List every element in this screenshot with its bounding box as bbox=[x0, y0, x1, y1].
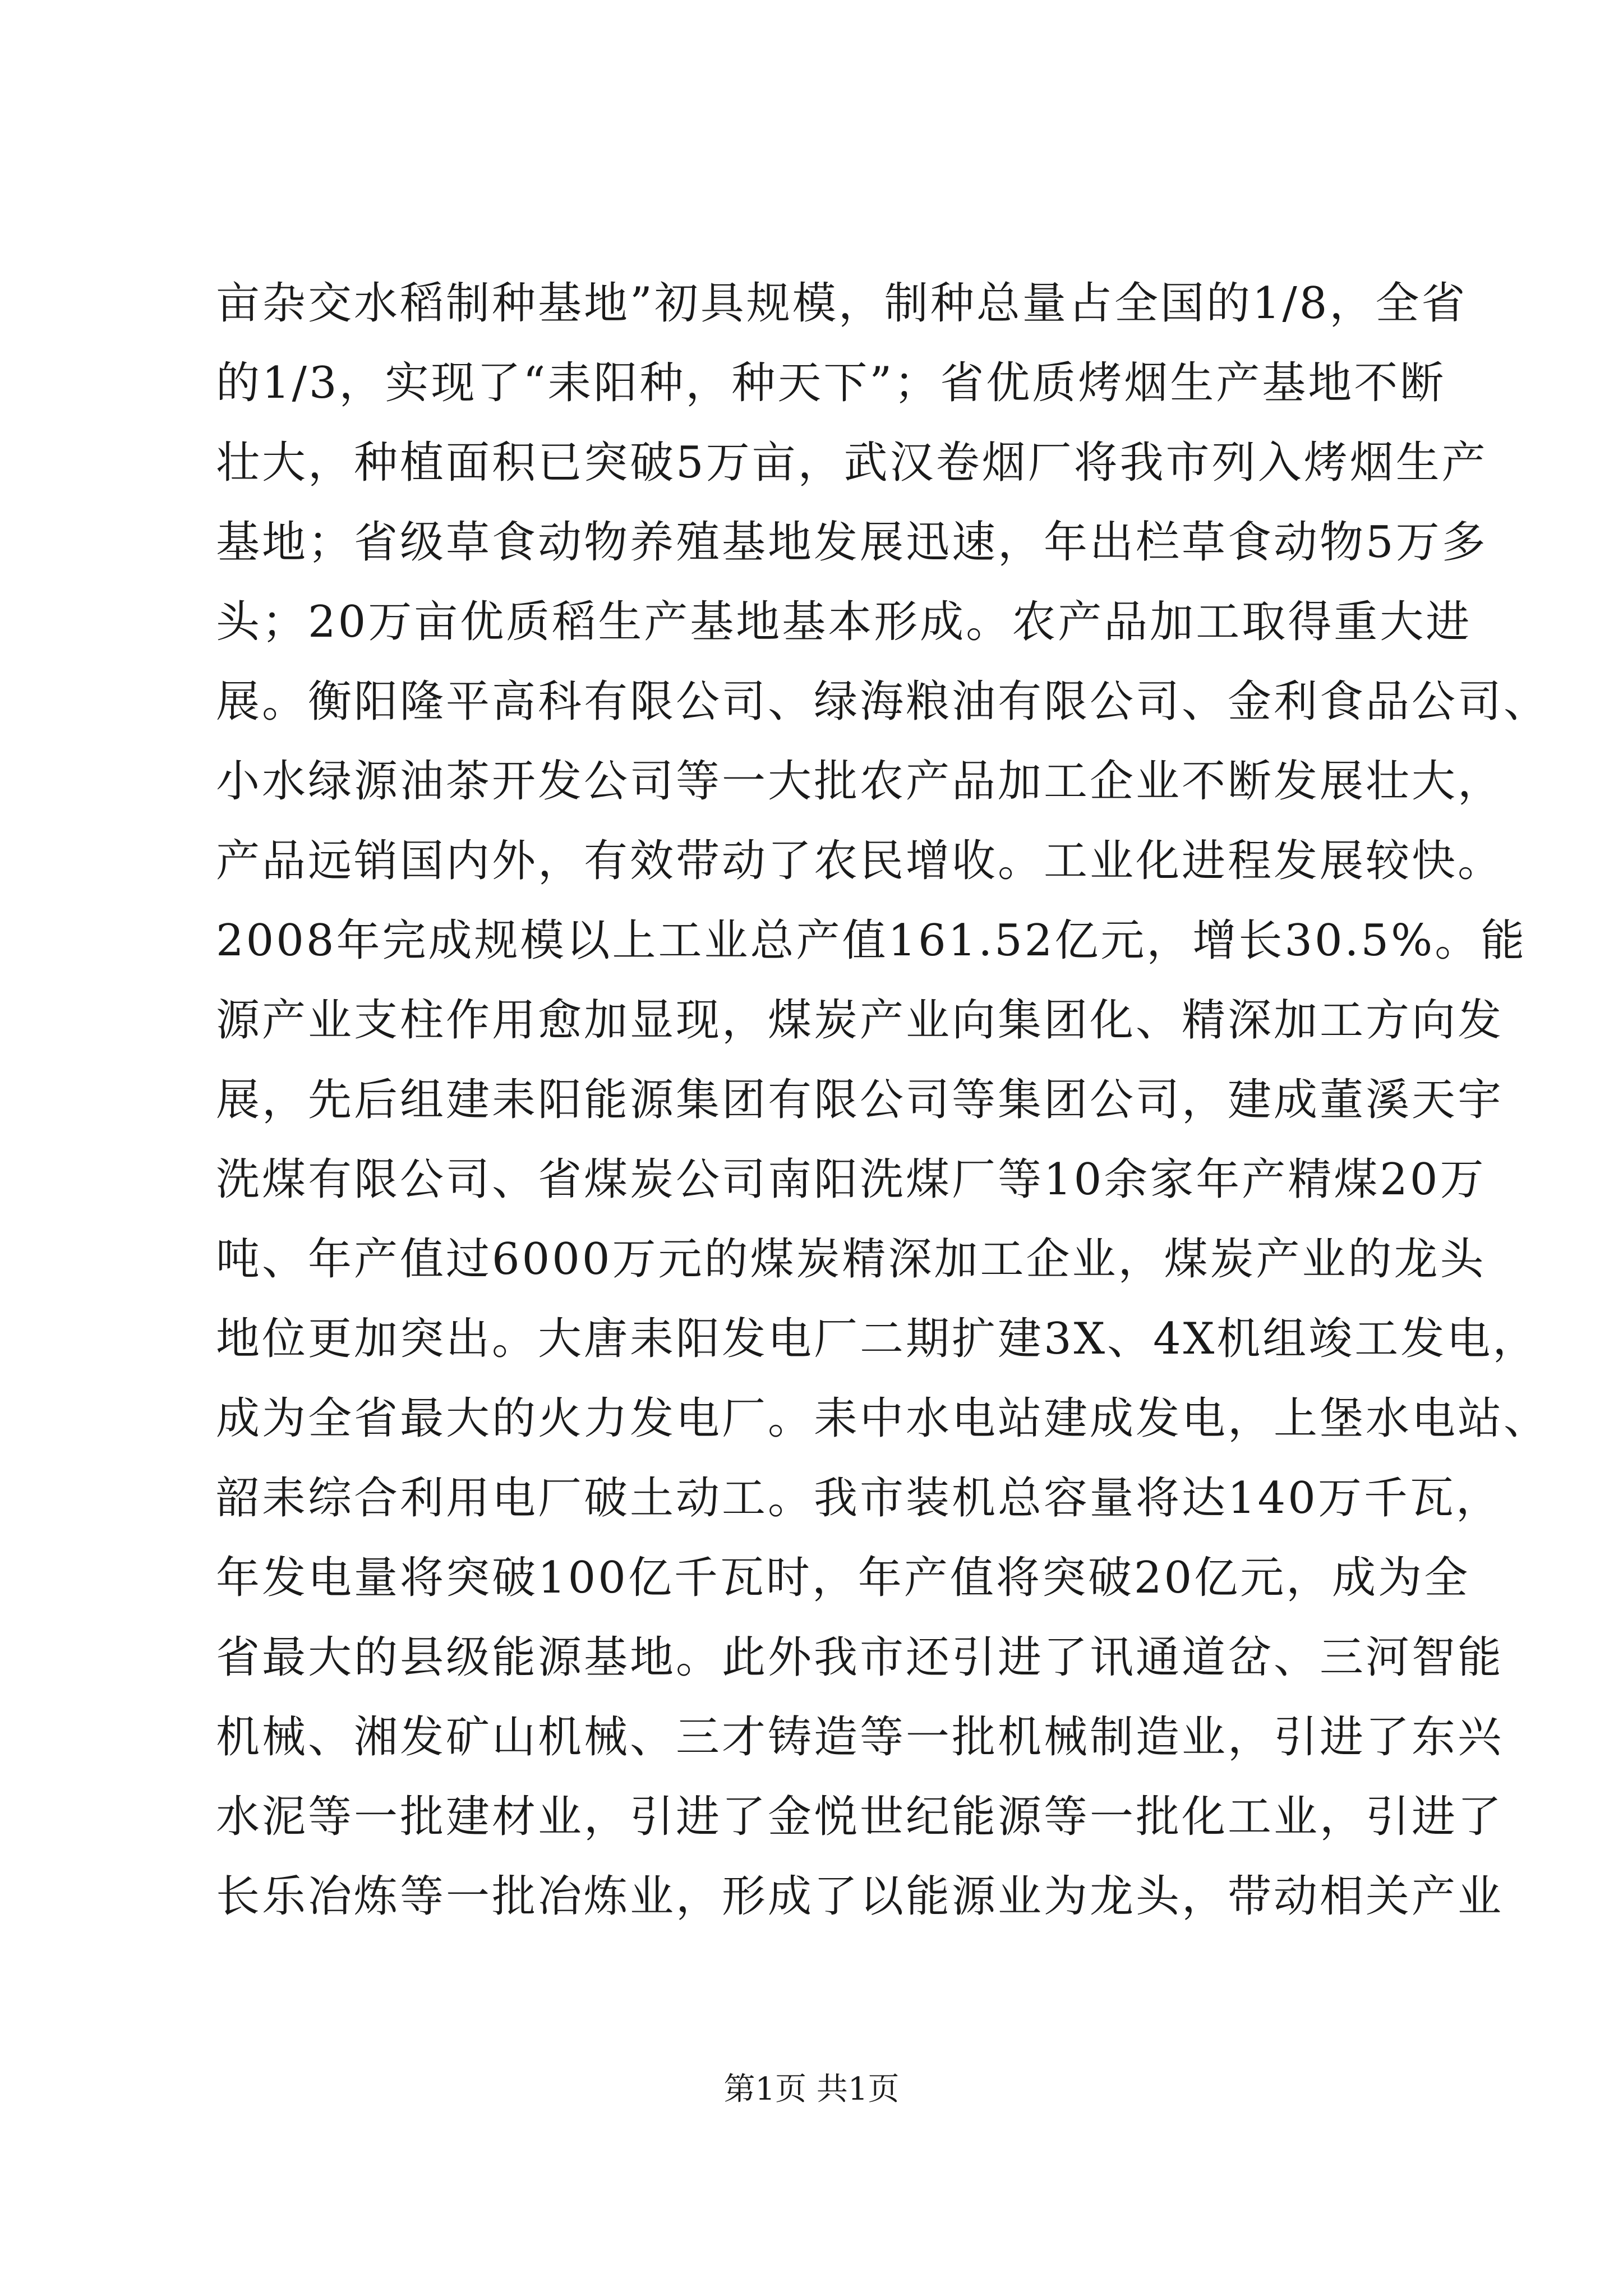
text-line: 水泥等一批建材业，引进了金悦世纪能源等一批化工业，引进了 bbox=[216, 1792, 1504, 1842]
text-line: 亩杂交水稻制种基地”初具规模，制种总量占全国的1/8，全省 bbox=[216, 278, 1468, 329]
text-line: 壮大，种植面积已突破5万亩，武汉卷烟厂将我市列入烤烟生产 bbox=[216, 438, 1488, 488]
body-text bbox=[216, 264, 1550, 1936]
text-line: 机械、湘发矿山机械、三才铸造等一批机械制造业，引进了东兴 bbox=[216, 1712, 1504, 1763]
text-line: 成为全省最大的火力发电厂。耒中水电站建成发电，上堡水电站、 bbox=[216, 1393, 1550, 1444]
page-footer: 第1页 共1页 bbox=[723, 2071, 900, 2108]
text-line: 展。衡阳隆平高科有限公司、绿海粮油有限公司、金利食品公司、 bbox=[216, 677, 1550, 727]
text-line: 展，先后组建耒阳能源集团有限公司等集团公司，建成董溪天宇 bbox=[216, 1075, 1504, 1125]
text-line: 年发电量将突破100亿千瓦时，年产值将突破20亿元，成为全 bbox=[216, 1553, 1470, 1603]
text-line: 头；20万亩优质稻生产基地基本形成。农产品加工取得重大进 bbox=[216, 597, 1472, 647]
text-line: 洗煤有限公司、省煤炭公司南阳洗煤厂等10余家年产精煤20万 bbox=[216, 1154, 1486, 1205]
text-line: 省最大的县级能源基地。此外我市还引进了讯通道岔、三河智能 bbox=[216, 1632, 1504, 1683]
text-line: 小水绿源油茶开发公司等一大批农产品加工企业不断发展壮大， bbox=[216, 756, 1504, 807]
text-line: 韶耒综合利用电厂破土动工。我市装机总容量将达140万千瓦， bbox=[216, 1473, 1502, 1524]
text-line: 的1/3，实现了“耒阳种，种天下”；省优质烤烟生产基地不断 bbox=[216, 358, 1446, 408]
text-line: 长乐冶炼等一批冶炼业，形成了以能源业为龙头，带动相关产业 bbox=[216, 1871, 1504, 1922]
text-line: 产品远销国内外，有效带动了农民增收。工业化进程发展较快。 bbox=[216, 836, 1504, 886]
text-line: 地位更加突出。大唐耒阳发电厂二期扩建3X、4X机组竣工发电， bbox=[216, 1314, 1539, 1364]
text-line: 基地；省级草食动物养殖基地发展迅速，年出栏草食动物5万多 bbox=[216, 517, 1488, 568]
text-line: 2008年完成规模以上工业总产值161.52亿元，增长30.5%。能 bbox=[216, 915, 1527, 966]
text-line: 源产业支柱作用愈加显现，煤炭产业向集团化、精深加工方向发 bbox=[216, 995, 1504, 1046]
text-line: 吨、年产值过6000万元的煤炭精深加工企业，煤炭产业的龙头 bbox=[216, 1234, 1486, 1285]
